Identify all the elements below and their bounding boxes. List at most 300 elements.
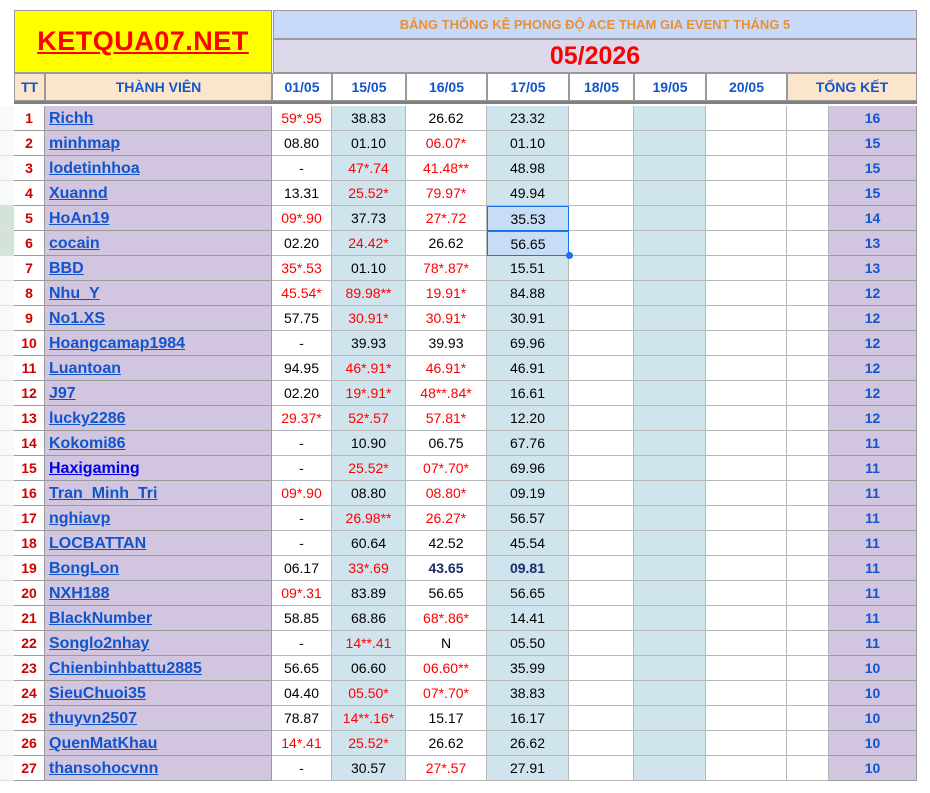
empty-score-cell[interactable] xyxy=(787,556,829,581)
empty-score-cell[interactable] xyxy=(569,706,634,731)
empty-score-cell[interactable] xyxy=(569,406,634,431)
row-number[interactable]: 3 xyxy=(14,156,45,181)
total-cell[interactable]: 10 xyxy=(829,756,917,781)
empty-score-cell[interactable] xyxy=(569,281,634,306)
empty-score-cell[interactable] xyxy=(706,331,787,356)
score-cell[interactable]: 47*.74 xyxy=(332,156,406,181)
member-name-link[interactable]: Chienbinhbattu2885 xyxy=(45,656,272,681)
row-number[interactable]: 26 xyxy=(14,731,45,756)
score-cell[interactable]: 26.27* xyxy=(406,506,487,531)
score-cell[interactable]: 57.81* xyxy=(406,406,487,431)
score-cell[interactable]: 01.10 xyxy=(332,131,406,156)
member-name-link[interactable]: Hoangcamap1984 xyxy=(45,331,272,356)
empty-score-cell[interactable] xyxy=(706,256,787,281)
score-cell[interactable]: 02.20 xyxy=(272,231,332,256)
empty-score-cell[interactable] xyxy=(706,531,787,556)
score-cell[interactable]: 94.95 xyxy=(272,356,332,381)
score-cell[interactable]: 05.50 xyxy=(487,631,569,656)
empty-score-cell[interactable] xyxy=(787,256,829,281)
score-cell[interactable]: 16.61 xyxy=(487,381,569,406)
total-cell[interactable]: 11 xyxy=(829,631,917,656)
row-number[interactable]: 13 xyxy=(14,406,45,431)
score-cell[interactable]: 16.17 xyxy=(487,706,569,731)
row-number[interactable]: 5 xyxy=(14,206,45,231)
row-header[interactable] xyxy=(0,706,14,731)
score-cell[interactable]: 09.19 xyxy=(487,481,569,506)
row-number[interactable]: 12 xyxy=(14,381,45,406)
empty-score-cell[interactable] xyxy=(787,456,829,481)
total-cell[interactable]: 11 xyxy=(829,581,917,606)
member-name-link[interactable]: Richh xyxy=(45,106,272,131)
row-header[interactable] xyxy=(0,681,14,706)
empty-score-cell[interactable] xyxy=(634,306,706,331)
total-cell[interactable]: 12 xyxy=(829,306,917,331)
total-cell[interactable]: 11 xyxy=(829,506,917,531)
total-cell[interactable]: 10 xyxy=(829,706,917,731)
empty-score-cell[interactable] xyxy=(706,431,787,456)
score-cell[interactable]: 35.53 xyxy=(487,206,569,231)
score-cell[interactable]: 08.80 xyxy=(332,481,406,506)
table-row[interactable] xyxy=(0,306,930,331)
empty-score-cell[interactable] xyxy=(706,406,787,431)
empty-score-cell[interactable] xyxy=(787,231,829,256)
table-row[interactable] xyxy=(0,656,930,681)
empty-score-cell[interactable] xyxy=(569,481,634,506)
empty-score-cell[interactable] xyxy=(569,356,634,381)
member-name-link[interactable]: Haxigaming xyxy=(45,456,272,481)
table-row[interactable] xyxy=(0,531,930,556)
score-cell[interactable]: 01.10 xyxy=(332,256,406,281)
score-cell[interactable]: 05.50* xyxy=(332,681,406,706)
empty-score-cell[interactable] xyxy=(569,531,634,556)
score-cell[interactable]: 30.91 xyxy=(487,306,569,331)
row-header[interactable] xyxy=(0,756,14,781)
member-name-link[interactable]: J97 xyxy=(45,381,272,406)
score-cell[interactable]: 58.85 xyxy=(272,606,332,631)
member-name-link[interactable]: Xuannd xyxy=(45,181,272,206)
empty-score-cell[interactable] xyxy=(706,681,787,706)
row-number[interactable]: 20 xyxy=(14,581,45,606)
member-name-link[interactable]: cocain xyxy=(45,231,272,256)
empty-score-cell[interactable] xyxy=(634,131,706,156)
score-cell[interactable]: 49.94 xyxy=(487,181,569,206)
empty-score-cell[interactable] xyxy=(634,481,706,506)
score-cell[interactable]: 26.62 xyxy=(406,106,487,131)
row-number[interactable]: 8 xyxy=(14,281,45,306)
empty-score-cell[interactable] xyxy=(787,356,829,381)
score-cell[interactable]: 42.52 xyxy=(406,531,487,556)
score-cell[interactable]: 41.48** xyxy=(406,156,487,181)
empty-score-cell[interactable] xyxy=(634,531,706,556)
empty-score-cell[interactable] xyxy=(706,381,787,406)
score-cell[interactable]: 56.57 xyxy=(487,506,569,531)
empty-score-cell[interactable] xyxy=(634,756,706,781)
empty-score-cell[interactable] xyxy=(569,756,634,781)
total-cell[interactable]: 15 xyxy=(829,181,917,206)
total-cell[interactable]: 15 xyxy=(829,156,917,181)
empty-score-cell[interactable] xyxy=(569,431,634,456)
row-number[interactable]: 10 xyxy=(14,331,45,356)
member-name-link[interactable]: BlackNumber xyxy=(45,606,272,631)
score-cell[interactable]: - xyxy=(272,456,332,481)
empty-score-cell[interactable] xyxy=(569,631,634,656)
table-row[interactable] xyxy=(0,406,930,431)
row-number[interactable]: 21 xyxy=(14,606,45,631)
empty-score-cell[interactable] xyxy=(634,706,706,731)
score-cell[interactable]: 29.37* xyxy=(272,406,332,431)
score-cell[interactable]: 30.91* xyxy=(406,306,487,331)
table-row[interactable] xyxy=(0,431,930,456)
row-number[interactable]: 2 xyxy=(14,131,45,156)
table-row[interactable] xyxy=(0,331,930,356)
score-cell[interactable]: 48**.84* xyxy=(406,381,487,406)
score-cell[interactable]: 13.31 xyxy=(272,181,332,206)
empty-score-cell[interactable] xyxy=(569,331,634,356)
empty-score-cell[interactable] xyxy=(569,506,634,531)
row-number[interactable]: 27 xyxy=(14,756,45,781)
member-name-link[interactable]: Tran_Minh_Tri xyxy=(45,481,272,506)
empty-score-cell[interactable] xyxy=(569,131,634,156)
empty-score-cell[interactable] xyxy=(569,181,634,206)
empty-score-cell[interactable] xyxy=(634,256,706,281)
row-number[interactable]: 24 xyxy=(14,681,45,706)
empty-score-cell[interactable] xyxy=(706,656,787,681)
member-name-link[interactable]: QuenMatKhau xyxy=(45,731,272,756)
score-cell[interactable]: 27.91 xyxy=(487,756,569,781)
row-number[interactable]: 9 xyxy=(14,306,45,331)
score-cell[interactable]: - xyxy=(272,506,332,531)
score-cell[interactable]: 08.80 xyxy=(272,131,332,156)
total-cell[interactable]: 12 xyxy=(829,331,917,356)
empty-score-cell[interactable] xyxy=(634,556,706,581)
total-cell[interactable]: 15 xyxy=(829,131,917,156)
member-name-link[interactable]: NXH188 xyxy=(45,581,272,606)
empty-score-cell[interactable] xyxy=(634,106,706,131)
member-name-link[interactable]: Songlo2nhay xyxy=(45,631,272,656)
empty-score-cell[interactable] xyxy=(706,181,787,206)
score-cell[interactable]: 09*.90 xyxy=(272,481,332,506)
empty-score-cell[interactable] xyxy=(787,381,829,406)
empty-score-cell[interactable] xyxy=(569,256,634,281)
row-number[interactable]: 4 xyxy=(14,181,45,206)
row-header[interactable] xyxy=(0,356,14,381)
score-cell[interactable]: 30.57 xyxy=(332,756,406,781)
score-cell[interactable]: 89.98** xyxy=(332,281,406,306)
row-header[interactable] xyxy=(0,456,14,481)
empty-score-cell[interactable] xyxy=(706,106,787,131)
total-cell[interactable]: 11 xyxy=(829,556,917,581)
empty-score-cell[interactable] xyxy=(569,731,634,756)
score-cell[interactable]: 07*.70* xyxy=(406,681,487,706)
total-cell[interactable]: 11 xyxy=(829,606,917,631)
score-cell[interactable]: 45.54* xyxy=(272,281,332,306)
score-cell[interactable]: 30.91* xyxy=(332,306,406,331)
empty-score-cell[interactable] xyxy=(787,656,829,681)
score-cell[interactable]: 26.62 xyxy=(406,731,487,756)
empty-score-cell[interactable] xyxy=(569,381,634,406)
empty-score-cell[interactable] xyxy=(787,531,829,556)
score-cell[interactable]: 35*.53 xyxy=(272,256,332,281)
row-number[interactable]: 18 xyxy=(14,531,45,556)
row-number[interactable]: 19 xyxy=(14,556,45,581)
member-name-link[interactable]: Kokomi86 xyxy=(45,431,272,456)
row-header[interactable] xyxy=(0,306,14,331)
score-cell[interactable]: 35.99 xyxy=(487,656,569,681)
score-cell[interactable]: 84.88 xyxy=(487,281,569,306)
empty-score-cell[interactable] xyxy=(787,581,829,606)
empty-score-cell[interactable] xyxy=(634,206,706,231)
score-cell[interactable]: N xyxy=(406,631,487,656)
score-cell[interactable]: 83.89 xyxy=(332,581,406,606)
total-cell[interactable]: 13 xyxy=(829,231,917,256)
table-row[interactable] xyxy=(0,556,930,581)
row-header[interactable] xyxy=(0,331,14,356)
total-cell[interactable]: 11 xyxy=(829,431,917,456)
empty-score-cell[interactable] xyxy=(706,156,787,181)
empty-score-cell[interactable] xyxy=(634,681,706,706)
table-row[interactable] xyxy=(0,756,930,781)
score-cell[interactable]: 14**.16* xyxy=(332,706,406,731)
score-cell[interactable]: 52*.57 xyxy=(332,406,406,431)
score-cell[interactable]: 06.17 xyxy=(272,556,332,581)
score-cell[interactable]: 01.10 xyxy=(487,131,569,156)
empty-score-cell[interactable] xyxy=(706,631,787,656)
row-header[interactable] xyxy=(0,656,14,681)
score-cell[interactable]: 06.07* xyxy=(406,131,487,156)
row-header[interactable] xyxy=(0,581,14,606)
total-cell[interactable]: 12 xyxy=(829,406,917,431)
score-cell[interactable]: 68.86 xyxy=(332,606,406,631)
score-cell[interactable]: 46*.91* xyxy=(332,356,406,381)
member-name-link[interactable]: No1.XS xyxy=(45,306,272,331)
member-name-link[interactable]: nghiavp xyxy=(45,506,272,531)
score-cell[interactable]: 69.96 xyxy=(487,456,569,481)
total-cell[interactable]: 10 xyxy=(829,681,917,706)
empty-score-cell[interactable] xyxy=(634,331,706,356)
row-header[interactable] xyxy=(0,206,14,231)
score-cell[interactable]: 27*.72 xyxy=(406,206,487,231)
total-cell[interactable]: 16 xyxy=(829,106,917,131)
empty-score-cell[interactable] xyxy=(706,456,787,481)
score-cell[interactable]: 14**.41 xyxy=(332,631,406,656)
empty-score-cell[interactable] xyxy=(634,181,706,206)
score-cell[interactable]: 10.90 xyxy=(332,431,406,456)
row-header[interactable] xyxy=(0,256,14,281)
score-cell[interactable]: 23.32 xyxy=(487,106,569,131)
score-cell[interactable]: 12.20 xyxy=(487,406,569,431)
score-cell[interactable]: 02.20 xyxy=(272,381,332,406)
table-row[interactable] xyxy=(0,206,930,231)
empty-score-cell[interactable] xyxy=(706,131,787,156)
total-cell[interactable]: 12 xyxy=(829,281,917,306)
score-cell[interactable]: 46.91* xyxy=(406,356,487,381)
member-name-link[interactable]: Luantoan xyxy=(45,356,272,381)
empty-score-cell[interactable] xyxy=(787,406,829,431)
empty-score-cell[interactable] xyxy=(787,206,829,231)
empty-score-cell[interactable] xyxy=(787,181,829,206)
score-cell[interactable]: 69.96 xyxy=(487,331,569,356)
table-row[interactable] xyxy=(0,706,930,731)
score-cell[interactable]: 26.62 xyxy=(406,231,487,256)
empty-score-cell[interactable] xyxy=(634,431,706,456)
score-cell[interactable]: 09.81 xyxy=(487,556,569,581)
empty-score-cell[interactable] xyxy=(787,506,829,531)
row-header[interactable] xyxy=(0,731,14,756)
row-number[interactable]: 22 xyxy=(14,631,45,656)
empty-score-cell[interactable] xyxy=(706,481,787,506)
score-cell[interactable]: 14.41 xyxy=(487,606,569,631)
row-header[interactable] xyxy=(0,106,14,131)
empty-score-cell[interactable] xyxy=(787,131,829,156)
score-cell[interactable]: 39.93 xyxy=(332,331,406,356)
empty-score-cell[interactable] xyxy=(787,106,829,131)
empty-score-cell[interactable] xyxy=(706,306,787,331)
empty-score-cell[interactable] xyxy=(787,281,829,306)
empty-score-cell[interactable] xyxy=(787,756,829,781)
empty-score-cell[interactable] xyxy=(706,206,787,231)
score-cell[interactable]: 15.17 xyxy=(406,706,487,731)
empty-score-cell[interactable] xyxy=(706,581,787,606)
score-cell[interactable]: 43.65 xyxy=(406,556,487,581)
table-row[interactable] xyxy=(0,681,930,706)
total-cell[interactable]: 10 xyxy=(829,731,917,756)
empty-score-cell[interactable] xyxy=(634,581,706,606)
score-cell[interactable]: 38.83 xyxy=(487,681,569,706)
row-number[interactable]: 15 xyxy=(14,456,45,481)
member-name-link[interactable]: HoAn19 xyxy=(45,206,272,231)
empty-score-cell[interactable] xyxy=(569,556,634,581)
score-cell[interactable]: 06.75 xyxy=(406,431,487,456)
row-header[interactable] xyxy=(0,156,14,181)
table-row[interactable] xyxy=(0,581,930,606)
score-cell[interactable]: - xyxy=(272,531,332,556)
empty-score-cell[interactable] xyxy=(569,656,634,681)
total-cell[interactable]: 12 xyxy=(829,356,917,381)
member-name-link[interactable]: lodetinhhoa xyxy=(45,156,272,181)
score-cell[interactable]: 46.91 xyxy=(487,356,569,381)
row-number[interactable]: 14 xyxy=(14,431,45,456)
score-cell[interactable]: - xyxy=(272,631,332,656)
empty-score-cell[interactable] xyxy=(706,556,787,581)
table-row[interactable] xyxy=(0,231,930,256)
score-cell[interactable]: - xyxy=(272,156,332,181)
table-row[interactable] xyxy=(0,481,930,506)
score-cell[interactable]: 45.54 xyxy=(487,531,569,556)
score-cell[interactable]: 25.52* xyxy=(332,181,406,206)
score-cell[interactable]: 56.65 xyxy=(487,581,569,606)
row-header[interactable] xyxy=(0,606,14,631)
table-row[interactable] xyxy=(0,381,930,406)
empty-score-cell[interactable] xyxy=(569,606,634,631)
empty-score-cell[interactable] xyxy=(569,681,634,706)
row-header[interactable] xyxy=(0,131,14,156)
table-row[interactable] xyxy=(0,106,930,131)
score-cell[interactable]: 24.42* xyxy=(332,231,406,256)
score-cell[interactable]: 60.64 xyxy=(332,531,406,556)
score-cell[interactable]: 39.93 xyxy=(406,331,487,356)
score-cell[interactable]: 27*.57 xyxy=(406,756,487,781)
empty-score-cell[interactable] xyxy=(706,731,787,756)
empty-score-cell[interactable] xyxy=(569,581,634,606)
row-header[interactable] xyxy=(0,631,14,656)
total-cell[interactable]: 10 xyxy=(829,656,917,681)
table-row[interactable] xyxy=(0,506,930,531)
empty-score-cell[interactable] xyxy=(634,656,706,681)
empty-score-cell[interactable] xyxy=(706,706,787,731)
score-cell[interactable]: 38.83 xyxy=(332,106,406,131)
score-cell[interactable]: 06.60** xyxy=(406,656,487,681)
score-cell[interactable]: 37.73 xyxy=(332,206,406,231)
table-row[interactable] xyxy=(0,131,930,156)
member-name-link[interactable]: minhmap xyxy=(45,131,272,156)
empty-score-cell[interactable] xyxy=(787,481,829,506)
score-cell[interactable]: 09*.31 xyxy=(272,581,332,606)
score-cell[interactable]: 14*.41 xyxy=(272,731,332,756)
empty-score-cell[interactable] xyxy=(787,431,829,456)
score-cell[interactable]: 19*.91* xyxy=(332,381,406,406)
score-cell[interactable]: 08.80* xyxy=(406,481,487,506)
row-number[interactable]: 1 xyxy=(14,106,45,131)
empty-score-cell[interactable] xyxy=(706,506,787,531)
row-number[interactable]: 17 xyxy=(14,506,45,531)
score-cell[interactable]: 56.65 xyxy=(272,656,332,681)
empty-score-cell[interactable] xyxy=(787,631,829,656)
score-cell[interactable]: 59*.95 xyxy=(272,106,332,131)
selection-fill-handle[interactable] xyxy=(566,252,573,259)
empty-score-cell[interactable] xyxy=(634,631,706,656)
empty-score-cell[interactable] xyxy=(634,606,706,631)
score-cell[interactable]: 78.87 xyxy=(272,706,332,731)
row-header[interactable] xyxy=(0,431,14,456)
score-cell[interactable]: 79.97* xyxy=(406,181,487,206)
score-cell[interactable]: 78*.87* xyxy=(406,256,487,281)
score-cell[interactable]: 09*.90 xyxy=(272,206,332,231)
score-cell[interactable]: 26.62 xyxy=(487,731,569,756)
total-cell[interactable]: 11 xyxy=(829,481,917,506)
table-row[interactable] xyxy=(0,256,930,281)
row-header[interactable] xyxy=(0,231,14,256)
empty-score-cell[interactable] xyxy=(706,281,787,306)
empty-score-cell[interactable] xyxy=(569,206,634,231)
score-cell[interactable]: 67.76 xyxy=(487,431,569,456)
row-number[interactable]: 6 xyxy=(14,231,45,256)
row-header[interactable] xyxy=(0,531,14,556)
score-cell[interactable]: 25.52* xyxy=(332,731,406,756)
score-cell[interactable]: 19.91* xyxy=(406,281,487,306)
row-header[interactable] xyxy=(0,556,14,581)
member-name-link[interactable]: lucky2286 xyxy=(45,406,272,431)
total-cell[interactable]: 12 xyxy=(829,381,917,406)
table-row[interactable] xyxy=(0,456,930,481)
total-cell[interactable]: 14 xyxy=(829,206,917,231)
table-row[interactable] xyxy=(0,606,930,631)
score-cell[interactable]: - xyxy=(272,431,332,456)
member-name-link[interactable]: Nhu_Y xyxy=(45,281,272,306)
member-name-link[interactable]: BBD xyxy=(45,256,272,281)
row-header[interactable] xyxy=(0,181,14,206)
empty-score-cell[interactable] xyxy=(787,606,829,631)
row-number[interactable]: 16 xyxy=(14,481,45,506)
empty-score-cell[interactable] xyxy=(634,356,706,381)
total-cell[interactable]: 13 xyxy=(829,256,917,281)
member-name-link[interactable]: LOCBATTAN xyxy=(45,531,272,556)
empty-score-cell[interactable] xyxy=(634,281,706,306)
empty-score-cell[interactable] xyxy=(569,456,634,481)
table-row[interactable] xyxy=(0,631,930,656)
row-header[interactable] xyxy=(0,506,14,531)
empty-score-cell[interactable] xyxy=(706,756,787,781)
empty-score-cell[interactable] xyxy=(634,231,706,256)
